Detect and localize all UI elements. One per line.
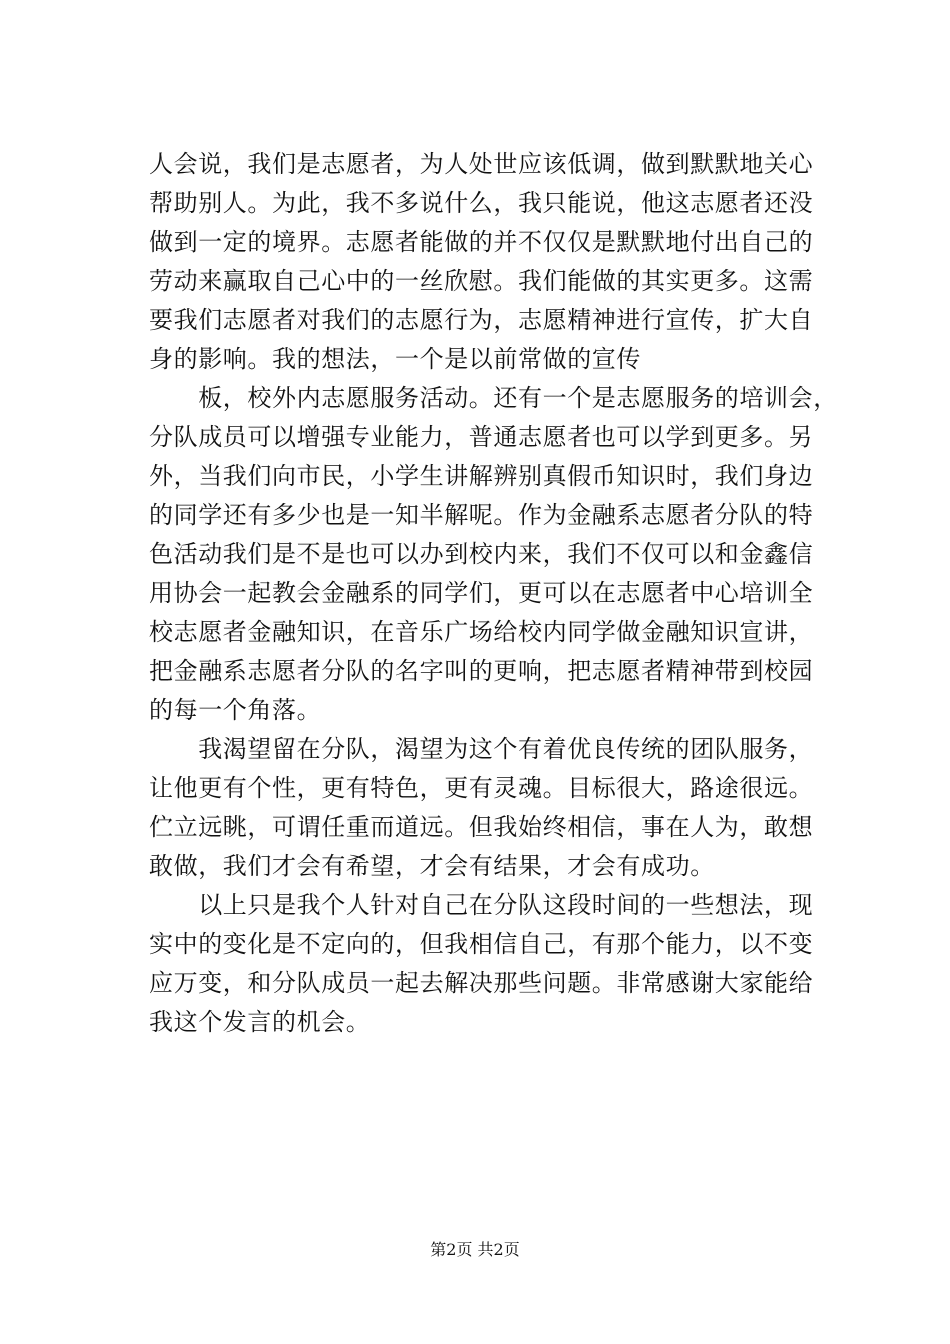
text-line: 板，校外内志愿服务活动。还有一个是志愿服务的培训会， [149, 384, 838, 412]
text-line: 的每一个角落。 [149, 696, 322, 724]
text-line: 把金融系志愿者分队的名字叫的更响，把志愿者精神带到校园 [149, 657, 814, 685]
text-line: 校志愿者金融知识，在音乐广场给校内同学做金融知识宣讲， [149, 618, 814, 646]
text-line: 分队成员可以增强专业能力，普通志愿者也可以学到更多。另 [149, 423, 814, 451]
body-text [149, 145, 838, 1042]
text-line: 让他更有个性，更有特色，更有灵魂。目标很大，路途很远。 [149, 774, 814, 802]
text-line: 实中的变化是不定向的，但我相信自己，有那个能力，以不变 [149, 930, 814, 958]
text-line: 劳动来赢取自己心中的一丝欣慰。我们能做的其实更多。这需 [149, 267, 814, 295]
page-number-footer: 第2页 共2页 [430, 1240, 520, 1259]
text-line: 外，当我们向市民，小学生讲解辨别真假币知识时，我们身边 [149, 462, 814, 490]
text-line: 色活动我们是不是也可以办到校内来，我们不仅可以和金鑫信 [149, 540, 814, 568]
text-line: 我这个发言的机会。 [149, 1008, 371, 1036]
text-line: 用协会一起教会金融系的同学们，更可以在志愿者中心培训全 [149, 579, 814, 607]
text-line: 应万变，和分队成员一起去解决那些问题。非常感谢大家能给 [149, 969, 814, 997]
text-line: 要我们志愿者对我们的志愿行为，志愿精神进行宣传，扩大自 [149, 306, 814, 334]
text-line: 我渴望留在分队，渴望为这个有着优良传统的团队服务， [149, 735, 814, 763]
text-line: 的同学还有多少也是一知半解呢。作为金融系志愿者分队的特 [149, 501, 814, 529]
text-line: 敢做，我们才会有希望，才会有结果，才会有成功。 [149, 852, 715, 880]
text-line: 帮助别人。为此，我不多说什么，我只能说，他这志愿者还没 [149, 189, 814, 217]
text-line: 身的影响。我的想法，一个是以前常做的宣传 [149, 345, 641, 373]
text-line: 伫立远眺，可谓任重而道远。但我始终相信，事在人为，敢想 [149, 813, 814, 841]
text-line: 以上只是我个人针对自己在分队这段时间的一些想法，现 [149, 891, 814, 919]
text-line: 做到一定的境界。志愿者能做的并不仅仅是默默地付出自己的 [149, 228, 814, 256]
text-line: 人会说，我们是志愿者，为人处世应该低调，做到默默地关心 [149, 150, 814, 178]
